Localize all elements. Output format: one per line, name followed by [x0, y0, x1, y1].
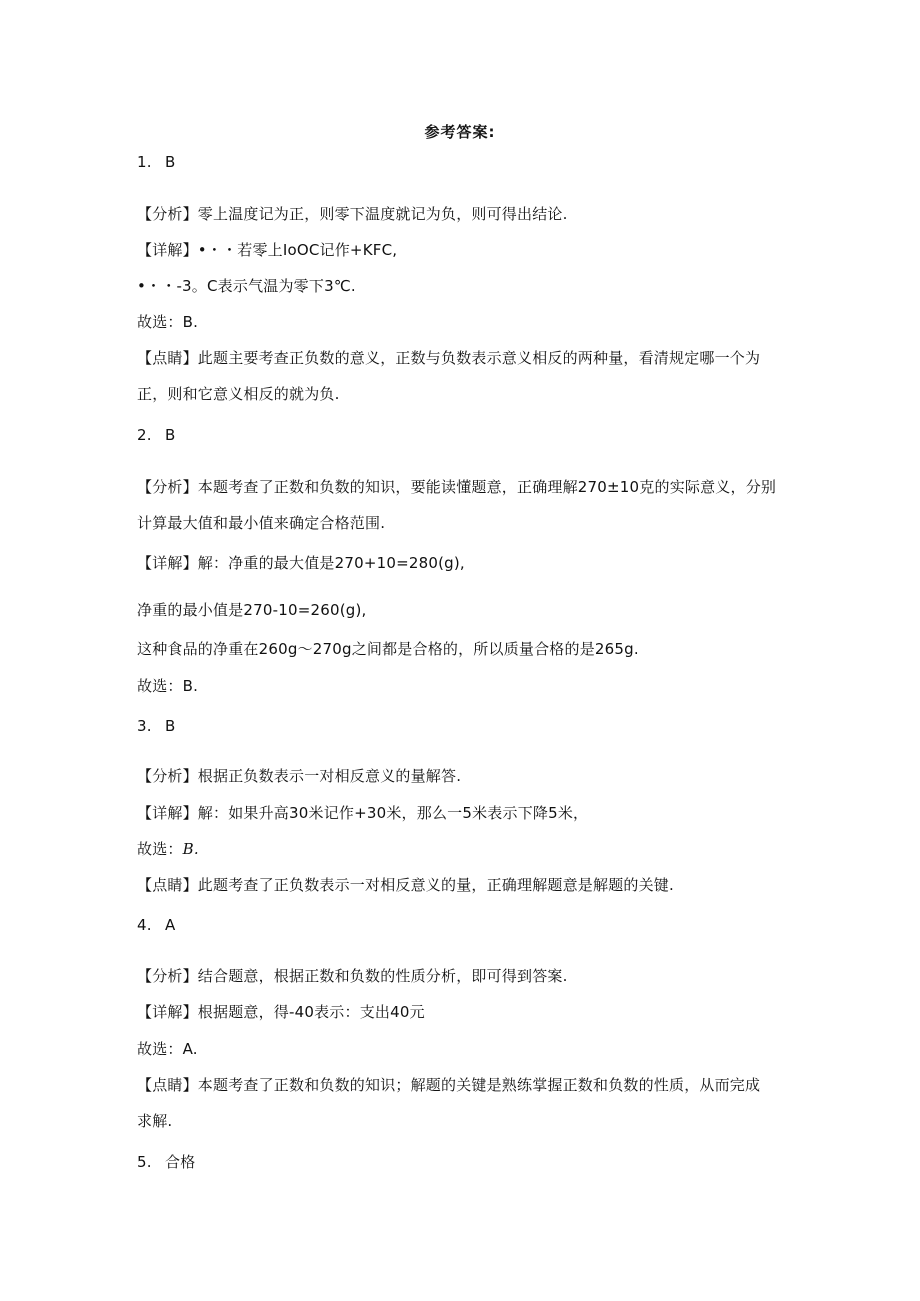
q5-answer: 合格: [165, 1153, 196, 1171]
q3-choice-value: B.: [182, 840, 199, 858]
q3-choice-label: 故选：: [137, 840, 183, 858]
q4-choice: 故选：A.: [137, 1040, 198, 1058]
q1-analysis: 【分析】零上温度记为正，则零下温度就记为负，则可得出结论.: [137, 205, 568, 223]
q3-number: 3.: [137, 717, 152, 735]
q2-answer: B: [165, 426, 176, 444]
q2-detail-line2: 净重的最小值是270-10=260(g),: [137, 601, 367, 619]
q4-detail: 【详解】根据题意，得-40表示：支出40元: [137, 1003, 425, 1021]
q5-header: [137, 1152, 195, 1172]
q2-analysis-line2: 计算最大值和最小值来确定合格范围.: [137, 514, 386, 532]
q1-number: 1.: [137, 153, 152, 171]
q2-detail: 【详解】解：净重的最大值是270+10=280(g),: [137, 554, 465, 572]
q3-choice: [137, 839, 199, 859]
q1-detail-line2: •・・-3。C表示气温为零下3℃.: [137, 277, 356, 295]
q5-number: 5.: [137, 1153, 152, 1171]
q3-answer: B: [165, 717, 176, 735]
q1-comment: 【点睛】此题主要考查正负数的意义，正数与负数表示意义相反的两种量，看清规定哪一个为: [137, 349, 761, 367]
q3-detail: 【详解】解：如果升高30米记作+30米，那么一5米表示下降5米，: [137, 804, 589, 822]
q1-comment-line2: 正，则和它意义相反的就为负.: [137, 385, 340, 403]
q1-detail: 【详解】•・・若零上IoOC记作+KFC,: [137, 241, 398, 259]
q2-choice: 故选：B.: [137, 677, 199, 695]
q4-answer: A: [165, 916, 176, 934]
q1-header: [137, 152, 176, 172]
q1-choice: 故选：B.: [137, 313, 199, 331]
q3-comment: 【点睛】此题考查了正负数表示一对相反意义的量，正确理解题意是解题的关键.: [137, 876, 674, 894]
q1-answer: B: [165, 153, 176, 171]
q2-detail-line3: 这种食品的净重在260g～270g之间都是合格的，所以质量合格的是265g.: [137, 640, 639, 658]
q3-header: [137, 716, 176, 736]
q4-header: [137, 915, 175, 935]
q4-comment-line2: 求解.: [137, 1112, 173, 1130]
q2-header: [137, 425, 176, 445]
q4-comment: 【点睛】本题考查了正数和负数的知识；解题的关键是熟练掌握正数和负数的性质，从而完成: [137, 1076, 761, 1094]
q4-number: 4.: [137, 916, 152, 934]
q3-analysis: 【分析】根据正负数表示一对相反意义的量解答.: [137, 767, 462, 785]
q2-analysis: 【分析】本题考查了正数和负数的知识，要能读懂题意，正确理解270±10克的实际意义，分别: [137, 478, 777, 496]
page-title: 参考答案:: [424, 123, 496, 141]
q4-analysis: 【分析】结合题意，根据正数和负数的性质分析，即可得到答案.: [137, 967, 568, 985]
q2-number: 2.: [137, 426, 152, 444]
